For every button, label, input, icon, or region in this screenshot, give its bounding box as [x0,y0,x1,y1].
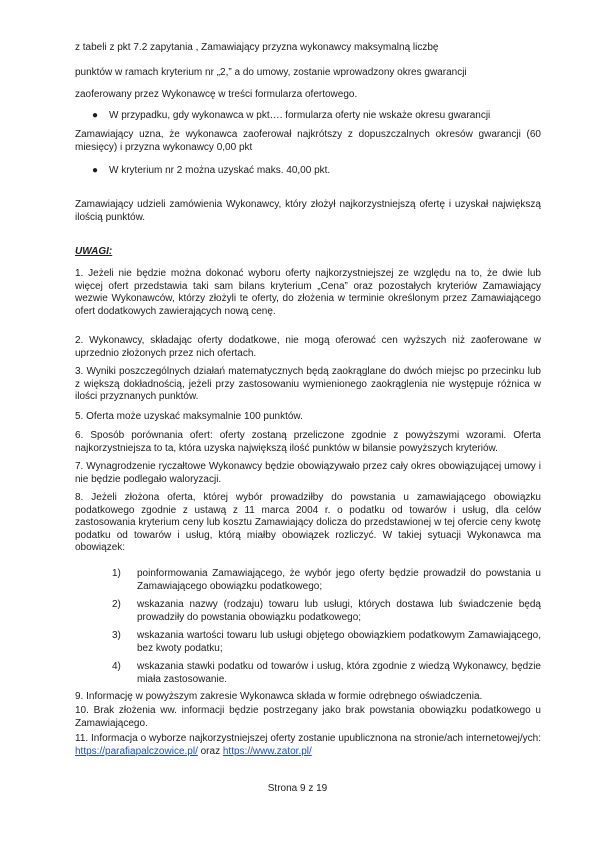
page-number-footer: Strona 9 z 19 [267,783,328,794]
note-6: 6. Sposób porównania ofert: oferty zostaną przeliczone zgodnie z powyższymi wzorami. Oferta najkorzystniejsza to ta, która uzyska największą ilość punktów w bilansie powyższych kryteriów. [75,430,541,454]
link-parafia[interactable]: https://parafiapalczowice.pl/ [75,745,198,757]
bullet-dot: ● [92,165,99,176]
subitem-1: poinformowania Zamawiającego, że wybór jego oferty będzie prowadził do powstania u Zamawiającego obowiązku podatkowego; [137,568,541,592]
text-line-1: z tabeli z pkt 7.2 zapytania , Zamawiający przyzna wykonawcy maksymalną liczbę [75,42,439,53]
note-9: 9. Informację w powyższym zakresie Wykonawca składa w formie odrębnego oświadczenia. [75,691,483,702]
uwagi-heading: UWAGI: [75,246,113,257]
subitem-3: wskazania wartości towaru lub usługi objętego obowiązkiem podatkowym Zamawiającego, bez kwoty podatku; [137,630,541,654]
note-5: 5. Oferta może uzyskać maksymalnie 100 punktów. [75,411,303,422]
note-2: 2. Wykonawcy, składając oferty dodatkowe, nie mogą oferować cen wyższych niż zaoferowane w uprzednio złożonych przez nich ofertach. [75,335,541,359]
note-11-conjunction: oraz [200,745,221,757]
bullet-item-1: W przypadku, gdy wykonawca w pkt…. formularza oferty nie wskaże okresu gwarancji [109,110,491,121]
note-3: 3. Wyniki poszczególnych działań matematycznych będą zaokrąglane do dwóch miejsc po przecinku lub z większą dokładnością, jeżeli przy zastosowaniu wymienionego zaokrąglenia nie występuje różnica w ilości przyznanych punktów. [75,366,541,402]
paragraph-award: Zamawiający udzieli zamówienia Wykonawcy, który złożył najkorzystniejszą ofertę i uzyskał największą ilością punktów. [75,199,541,223]
subitem-2: wskazania nazwy (rodzaju) towaru lub usługi, których dostawa lub świadczenie będą prowadziły do powstania obowiązku podatkowego; [137,599,541,623]
link-zator[interactable]: https://www.zator.pl/ [222,745,312,757]
note-11 [75,733,541,758]
subitem-number: 1) [112,568,121,579]
paragraph-min-warranty: Zamawiający uzna, że wykonawca zaoferował najkrótszy z dopuszczalnych okresów gwarancji (60 miesięcy) i przyzna wykonawcy 0,00 pkt [75,129,541,153]
note-10: 10. Brak złożenia ww. informacji będzie postrzegany jako brak powstania obowiązku podatkowego u Zamawiającego. [75,705,541,729]
bullet-item-2: W kryterium nr 2 można uzyskać maks. 40,00 pkt. [109,165,331,176]
note-8: 8. Jeżeli złożona oferta, której wybór prowadziłby do powstania u zamawiającego obowiązku podatkowego zgodnie z ustawą z 11 marca 2004 r. o podatku od towarów i usług, dla celów zastosowania kryterium ceny lub kosztu Zamawiający dolicza do przedstawionej w tej ofercie ceny kwotę podatku od towarów i usług, którą miałby obowiązek rozliczyć. W takiej sytuacji Wykonawca ma obowiązek: [75,492,541,553]
subitem-number: 4) [112,661,121,672]
subitem-number: 3) [112,630,121,641]
text-line-2: punktów w ramach kryterium nr „2,” a do umowy, zostanie wprowadzony okres gwarancji [75,67,467,78]
note-7: 7. Wynagrodzenie ryczałtowe Wykonawcy będzie obowiązywało przez cały okres obowiązującej umowy i nie będzie podlegało waloryzacji. [75,461,541,485]
note-1: 1. Jeżeli nie będzie można dokonać wyboru oferty najkorzystniejszej ze względu na to, że dwie lub więcej ofert przedstawia taki sam bilans kryterium „Cena” oraz pozostałych kryteriów Zamawiający wezwie Wykonawców, którzy złożyli te oferty, do złożenia w terminie określonym przez Zamawiającego ofert dodatkowych zawierających nową cenę. [75,268,541,317]
text-line-3: zaoferowany przez Wykonawcę w treści formularza ofertowego. [75,89,358,100]
subitem-number: 2) [112,599,121,610]
subitem-4: wskazania stawki podatku od towarów i usług, która zgodnie z wiedzą Wykonawcy, będzie miała zastosowanie. [137,661,541,685]
bullet-dot: ● [92,110,99,121]
note-11-text: 11. Informacja o wyborze najkorzystniejszej oferty zostanie upublicznona na stronie/ach internetowej/ych: [75,733,541,744]
